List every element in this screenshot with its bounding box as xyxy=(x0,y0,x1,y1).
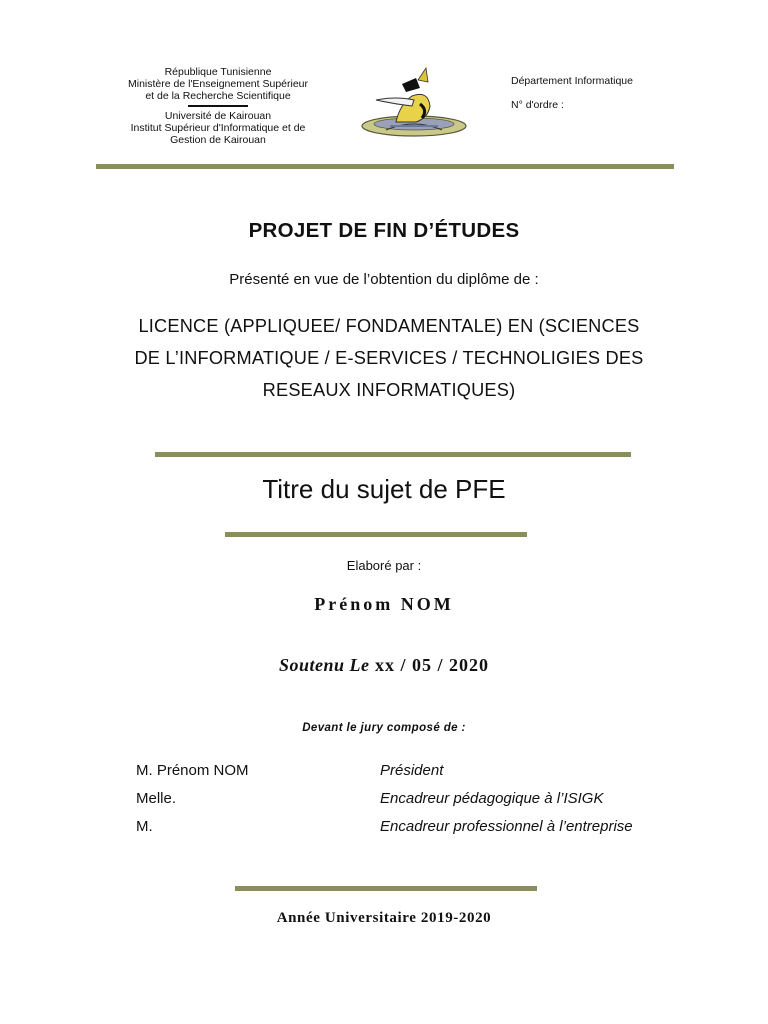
presented-line: Présenté en vue de l’obtention du diplôme de : xyxy=(229,271,539,288)
institute-logo xyxy=(356,60,474,142)
institute-line-2: Gestion de Kairouan xyxy=(170,134,266,146)
document-title: PROJET DE FIN D’ÉTUDES xyxy=(248,219,520,242)
subject-title: Titre du sujet de PFE xyxy=(262,474,506,504)
degree-line-1: LICENCE (APPLIQUEE/ FONDAMENTALE) EN (SCIENCES xyxy=(138,316,640,336)
degree-block xyxy=(92,310,686,406)
order-number-label: N° d'ordre : xyxy=(511,99,564,111)
department-name: Département Informatique xyxy=(511,75,633,87)
degree-line-3: RESEAUX INFORMATIQUES) xyxy=(262,380,516,400)
institution-block xyxy=(100,66,336,146)
subject-top-bar xyxy=(155,452,631,457)
jury-roles xyxy=(380,757,633,841)
elabore-label: Elaboré par : xyxy=(346,558,422,573)
republic-line: République Tunisienne xyxy=(164,66,272,78)
institute-line: Institut Supérieur d'Informatique et de xyxy=(130,122,306,134)
soutenu-date: xx / 05 / 2020 xyxy=(375,655,490,675)
academic-year: Année Universitaire 2019-2020 xyxy=(276,910,492,926)
jury-member-role: Encadreur pédagogique à l’ISIGK xyxy=(380,790,604,807)
logo-graphic xyxy=(356,60,474,142)
jury-names xyxy=(136,757,249,841)
jury-member-role: Président xyxy=(380,762,444,779)
student-name: Prénom NOM xyxy=(314,594,454,614)
ministry-line: Ministère de l'Enseignement Supérieur xyxy=(127,78,309,90)
footer-bar xyxy=(235,886,537,891)
subject-bottom-bar xyxy=(225,532,527,537)
university-line: Université de Kairouan xyxy=(164,110,272,122)
jury-member-role: Encadreur professionnel à l’entreprise xyxy=(380,818,633,835)
jury-member-name: Melle. xyxy=(136,790,177,807)
jury-label: Devant le jury composé de : xyxy=(302,722,466,734)
degree-line-2: DE L’INFORMATIQUE / E-SERVICES / TECHNOLIGIES DES xyxy=(134,348,644,368)
header-divider xyxy=(188,105,248,107)
jury-member-name: M. xyxy=(136,818,153,835)
department-block xyxy=(511,75,633,111)
defense-date xyxy=(0,655,768,676)
ministry-line-2: et de la Recherche Scientifique xyxy=(145,90,291,102)
soutenu-label: Soutenu Le xyxy=(278,655,370,675)
jury-member-name: M. Prénom NOM xyxy=(136,762,249,779)
header-bar xyxy=(96,164,674,169)
